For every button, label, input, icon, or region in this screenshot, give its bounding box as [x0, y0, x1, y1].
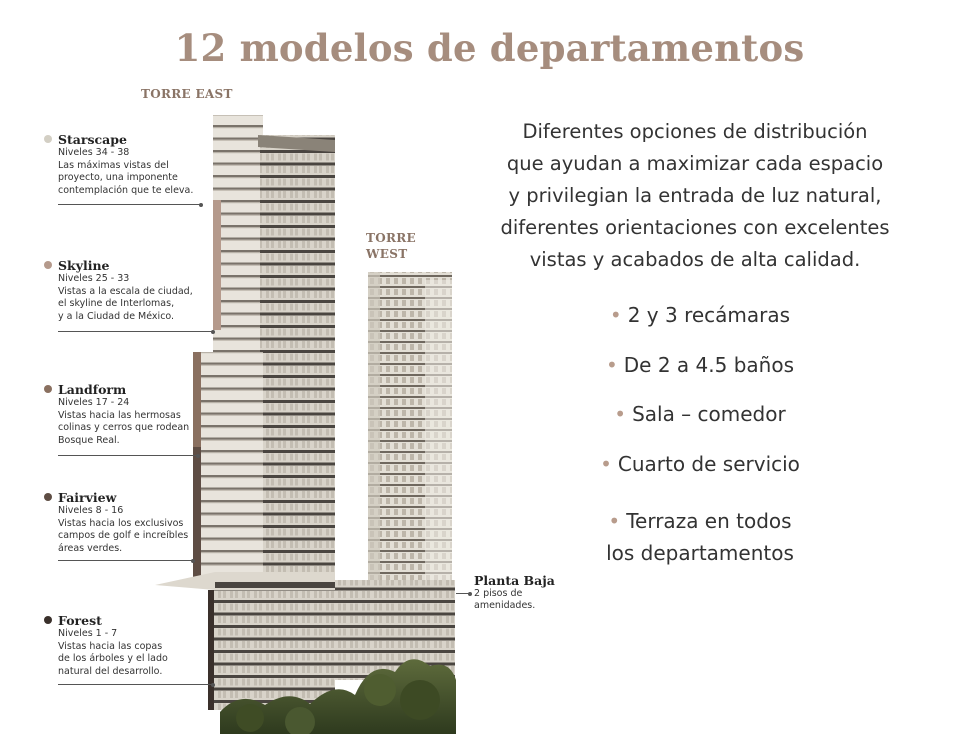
planta-baja-desc: 2 pisos de amenidades. [474, 588, 536, 611]
level-skyline [44, 258, 214, 323]
feature-item: • Sala – comedor [614, 402, 786, 426]
dot-icon [44, 135, 52, 143]
level-desc: Vistas hacia los exclusivos campos de golf e increíbles áreas verdes. [58, 517, 189, 554]
level-starscape [44, 132, 214, 197]
level-range: Niveles 17 - 24 [58, 397, 130, 408]
level-desc: Vistas hacia las copas de los árboles y el lado natural del desarrollo. [58, 640, 168, 677]
level-landform [44, 382, 214, 447]
level-desc: Vistas a la escala de ciudad, el skyline de Interlomas, y a la Ciudad de México. [58, 285, 193, 322]
leader-line [58, 331, 213, 332]
level-range: Niveles 25 - 33 [58, 273, 130, 284]
level-name: Landform [44, 382, 214, 397]
leader-line [58, 455, 198, 456]
description-text: Diferentes opciones de distribución que ayudan a maximizar cada espacio y privilegian la entrada de luz natural, diferentes orientaciones con excelentes vistas y acabados de alta calidad. [500, 120, 890, 271]
page-title: 12 modelos de departamentos [174, 26, 805, 70]
bullet-icon: • [614, 402, 627, 426]
leader-line [58, 560, 193, 561]
planta-baja-title: Planta Baja [474, 573, 555, 588]
level-range: Niveles 8 - 16 [58, 505, 124, 516]
dot-icon [44, 493, 52, 501]
level-forest [44, 613, 214, 678]
level-range: Niveles 1 - 7 [58, 628, 118, 639]
dot-icon [44, 385, 52, 393]
level-name: Fairview [44, 490, 214, 505]
torre-east-label: TORRE EAST [141, 87, 233, 101]
level-range: Niveles 34 - 38 [58, 147, 130, 158]
planta-baja [474, 573, 584, 612]
planta-baja-leader [456, 593, 470, 594]
torre-west-label-line2: WEST [366, 247, 408, 261]
level-desc: Las máximas vistas del proyecto, una imponente contemplación que te eleva. [58, 159, 194, 196]
bullet-icon: • [609, 303, 622, 327]
feature-item: • De 2 a 4.5 baños [605, 353, 794, 377]
dot-icon [44, 261, 52, 269]
level-name: Forest [44, 613, 214, 628]
bullet-icon: • [600, 452, 612, 476]
leader-line [58, 684, 213, 685]
level-fairview [44, 490, 214, 555]
bullet-icon: • [608, 509, 621, 533]
leader-line [58, 204, 201, 205]
level-desc: Vistas hacia las hermosas colinas y cerros que rodean Bosque Real. [58, 409, 190, 446]
level-name: Starscape [44, 132, 214, 147]
feature-item: • Terraza en todos los departamentos [606, 509, 794, 565]
level-name: Skyline [44, 258, 214, 273]
dot-icon [44, 616, 52, 624]
bullet-icon: • [605, 353, 618, 377]
torre-west-label-line1: TORRE [366, 231, 416, 245]
feature-item: • 2 y 3 recámaras [609, 303, 791, 327]
feature-item: • Cuarto de servicio [600, 452, 800, 476]
